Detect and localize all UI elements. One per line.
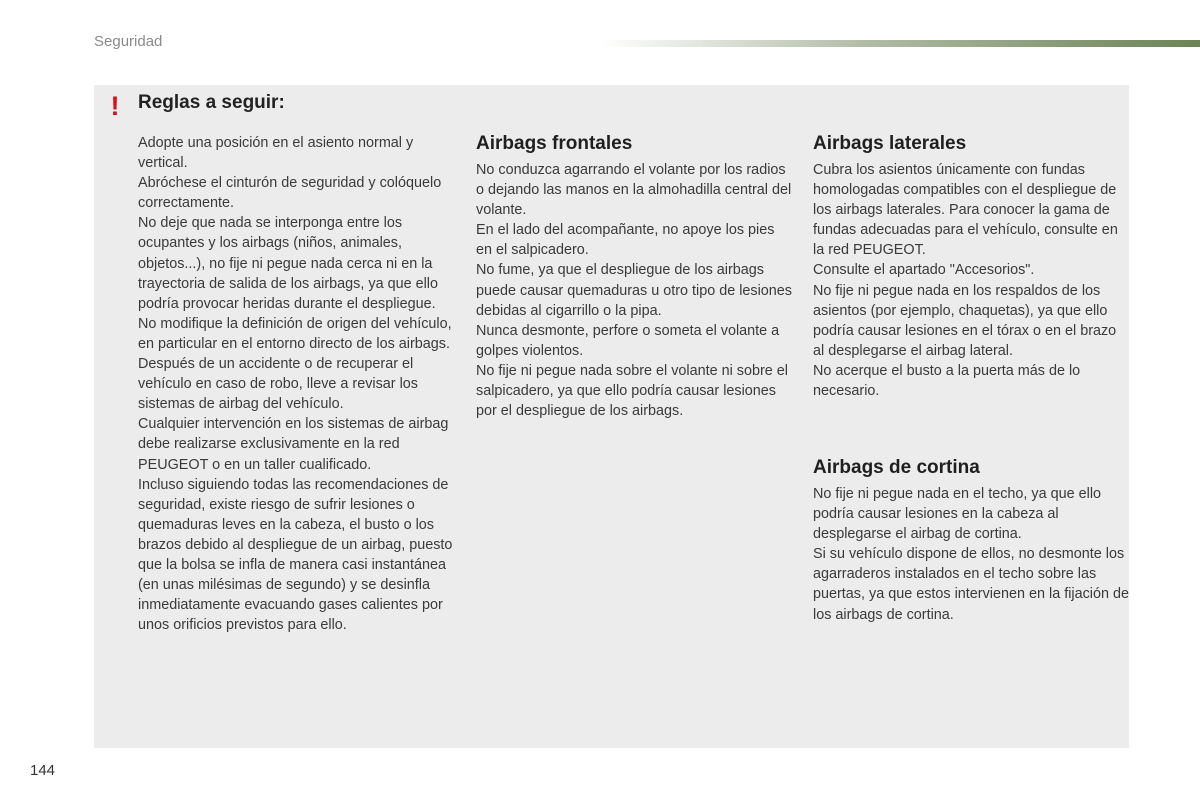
frontal-paragraph: Nunca desmonte, perfore o someta el volante a golpes violentos. (476, 322, 780, 359)
rule-paragraph: Cualquier intervención en los sistemas de airbag debe realizarse exclusivamente en la red PEUGEOT o en un taller cualificado. (138, 416, 449, 473)
lateral-paragraph: No fije ni pegue nada en los respaldos de los asientos (por ejemplo, chaquetas), ya que ello podría causar lesiones en el tórax o en el brazo al desplegarse el airbag lateral. (813, 282, 1117, 359)
rule-paragraph: Después de un accidente o de recuperar el vehículo en caso de robo, lleve a revisar los sistemas de airbag del vehículo. (138, 356, 418, 413)
rule-paragraph: Incluso siguiendo todas las recomendaciones de seguridad, existe riesgo de sufrir lesiones o quemaduras leves en la cabeza, el busto o los brazos debido al despliegue de un airbag, puesto que la bolsa se infla de manera casi instantánea (en unas milésimas de segundo) y se desinfla inmediatamente evacuando gases calientes por unos orificios previstos para ello. (138, 476, 453, 634)
frontal-airbags-heading: Airbags frontales (476, 133, 633, 154)
lateral-paragraph: No acerque el busto a la puerta más de lo necesario. (813, 362, 1081, 400)
panel-title: Reglas a seguir: (138, 92, 285, 113)
frontal-paragraph: No conduzca agarrando el volante por los radios o dejando las manos en la almohadilla central del volante. (476, 162, 792, 219)
rule-paragraph: Adopte una posición en el asiento normal y vertical. (138, 135, 414, 172)
curtain-paragraph: Si su vehículo dispone de ellos, no desmonte los agarraderos instalados en el techo sobre las puertas, ya que estos intervienen en la fijación de los airbags de cortina. (813, 546, 1129, 623)
rule-paragraph: No modifique la definición de origen del vehículo, en particular en el entorno directo de los airbags. (138, 315, 452, 352)
lateral-airbags-heading: Airbags laterales (813, 133, 967, 154)
lateral-paragraph: Cubra los asientos únicamente con fundas homologadas compatibles con el despliegue de los airbags laterales. Para conocer la gama de fundas adecuadas para el vehículo, consulte en la red PEUGEOT. (813, 162, 1118, 259)
rules-column (138, 133, 456, 635)
header-accent-bar (600, 40, 1200, 47)
page-number: 144 (30, 762, 56, 779)
curtain-airbags-section (813, 455, 1131, 625)
frontal-paragraph: En el lado del acompañante, no apoye los pies en el salpicadero. (476, 222, 775, 259)
curtain-airbags-heading: Airbags de cortina (813, 457, 980, 478)
lateral-airbags-section (813, 131, 1131, 401)
frontal-airbags-section (476, 131, 794, 421)
section-title: Seguridad (94, 33, 163, 50)
warning-exclamation-icon: ! (110, 91, 120, 121)
frontal-paragraph: No fume, ya que el despliegue de los airbags puede causar quemaduras u otro tipo de lesiones debidas al cigarrillo o la pipa. (476, 262, 793, 319)
rule-paragraph: No deje que nada se interponga entre los ocupantes y los airbags (niños, animales, objetos...), no fije ni pegue nada cerca ni en la trayectoria de salida de los airbags, ya que ello podría provocar heridas durante el despliegue. (138, 215, 438, 312)
rule-paragraph: Abróchese el cinturón de seguridad y colóquelo correctamente. (138, 175, 442, 212)
frontal-paragraph: No fije ni pegue nada sobre el volante ni sobre el salpicadero, ya que ello podría causar lesiones por el despliegue de los airbags. (476, 362, 789, 420)
curtain-paragraph: No fije ni pegue nada en el techo, ya que ello podría causar lesiones en la cabeza al desplegarse el airbag de cortina. (813, 486, 1102, 543)
lateral-paragraph: Consulte el apartado "Accesorios". (813, 262, 1035, 279)
